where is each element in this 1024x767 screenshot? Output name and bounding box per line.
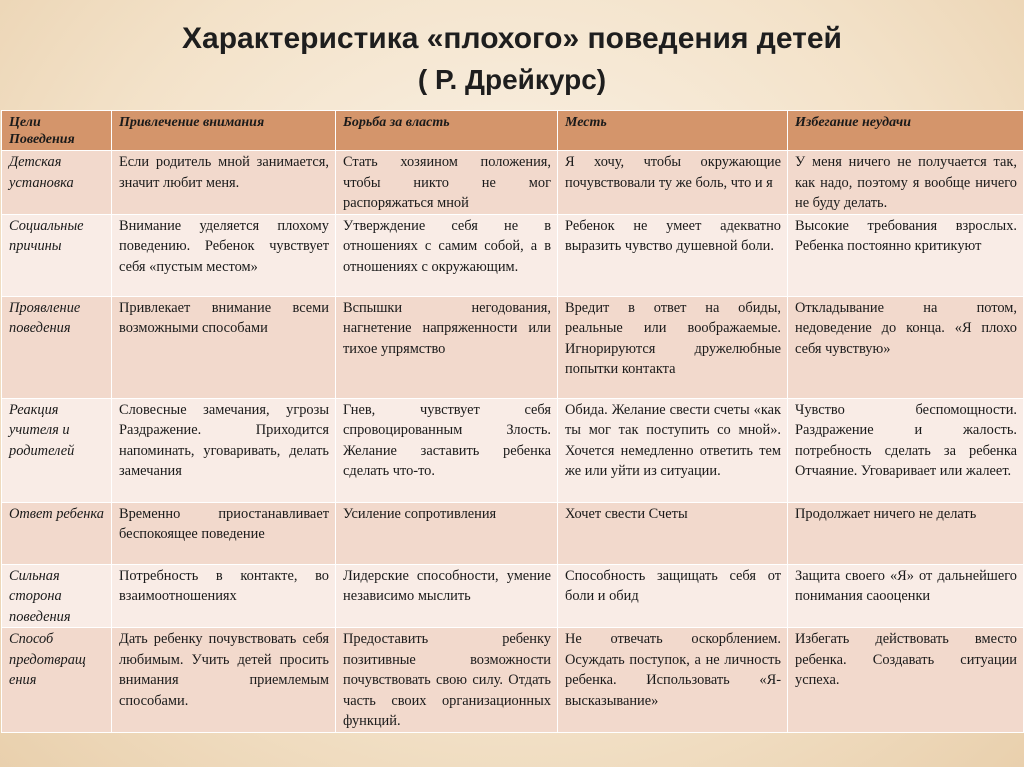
page-subtitle: ( Р. Дрейкурс) <box>417 64 607 95</box>
table-cell: Внимание уделяется плохому поведению. Ребенок чувствует себя «пустым местом» <box>112 214 336 296</box>
table-cell: Чувство беспомощности. Раздражение и жалость. потребность сделать за ребенка Отчаяние. Уговаривает или жалеет. <box>788 398 1024 502</box>
row-label: Реакция учителя и родителей <box>2 398 112 502</box>
table-cell: Способность защищать себя от боли и обид <box>558 564 788 628</box>
row-label: Проявление поведения <box>2 296 112 398</box>
table-cell: Откладывание на потом, недоведение до конца. «Я плохо себя чувствую» <box>788 296 1024 398</box>
table-cell: Дать ребенку почувствовать себя любимым. Учить детей просить внимания приемлемым способами. <box>112 628 336 733</box>
row-label: Детская установка <box>2 151 112 215</box>
column-header: Борьба за власть <box>336 111 558 151</box>
table-row <box>2 214 1024 296</box>
title-block <box>0 20 1024 98</box>
behavior-table <box>1 110 1024 733</box>
table-cell: Утверждение себя не в отношениях с самим собой, а в отношениях с окружающим. <box>336 214 558 296</box>
table-cell: Гнев, чувствует себя спровоцированным Злость. Желание заставить ребенка сделать что-то. <box>336 398 558 502</box>
table-header-row <box>2 111 1024 151</box>
table-cell: Временно приостанавливает беспокоящее поведение <box>112 502 336 564</box>
table-cell: Не отвечать оскорблением. Осуждать поступок, а не личность ребенка. Использовать «Я-высказывание» <box>558 628 788 733</box>
table-cell: Привлекает внимание всеми возможными способами <box>112 296 336 398</box>
page-title: Характеристика «плохого» поведения детей <box>182 22 842 55</box>
table-cell: Стать хозяином положения, чтобы никто не мог распоряжаться мной <box>336 151 558 215</box>
table-row <box>2 628 1024 733</box>
table-cell: Хочет свести Счеты <box>558 502 788 564</box>
table-cell: Лидерские способности, умение независимо мыслить <box>336 564 558 628</box>
table-cell: У меня ничего не получается так, как надо, поэтому я вообще ничего не буду делать. <box>788 151 1024 215</box>
table-cell: Обида. Желание свести счеты «как ты мог так поступить со мной». Хочется немедленно ответить тем же или уйти из ситуации. <box>558 398 788 502</box>
column-header: Избегание неудачи <box>788 111 1024 151</box>
column-header: Привлечение внимания <box>112 111 336 151</box>
table-cell: Если родитель мной занимается, значит любит меня. <box>112 151 336 215</box>
column-header: Месть <box>558 111 788 151</box>
table-cell: Вспышки негодования, нагнетение напряженности или тихое упрямство <box>336 296 558 398</box>
table-cell: Избегать действовать вместо ребенка. Создавать ситуации успеха. <box>788 628 1024 733</box>
table-cell: Предоставить ребенку позитивные возможности почувствовать свою силу. Отдать часть своих организационных функций. <box>336 628 558 733</box>
row-label: Социальные причины <box>2 214 112 296</box>
table-cell: Ребенок не умеет адекватно выразить чувство душевной боли. <box>558 214 788 296</box>
row-label: Способ предотвращ ения <box>2 628 112 733</box>
table-cell: Высокие требования взрослых. Ребенка постоянно критикуют <box>788 214 1024 296</box>
table-cell: Я хочу, чтобы окружающие почувствовали ту же боль, что и я <box>558 151 788 215</box>
table-cell: Потребность в контакте, во взаимоотношениях <box>112 564 336 628</box>
table-cell: Усиление сопротивления <box>336 502 558 564</box>
table-cell: Продолжает ничего не делать <box>788 502 1024 564</box>
row-label: Сильная сторона поведения <box>2 564 112 628</box>
row-label: Ответ ребенка <box>2 502 112 564</box>
column-header: Цели Поведения <box>2 111 112 151</box>
table-row <box>2 564 1024 628</box>
table-cell: Вредит в ответ на обиды, реальные или воображаемые. Игнорируются дружелюбные попытки контакта <box>558 296 788 398</box>
table-row <box>2 296 1024 398</box>
table-cell: Словесные замечания, угрозы Раздражение. Приходится напоминать, уговаривать, делать замечания <box>112 398 336 502</box>
table-cell: Защита своего «Я» от дальнейшего понимания саооценки <box>788 564 1024 628</box>
table-row <box>2 398 1024 502</box>
table-row <box>2 502 1024 564</box>
table-row <box>2 151 1024 215</box>
